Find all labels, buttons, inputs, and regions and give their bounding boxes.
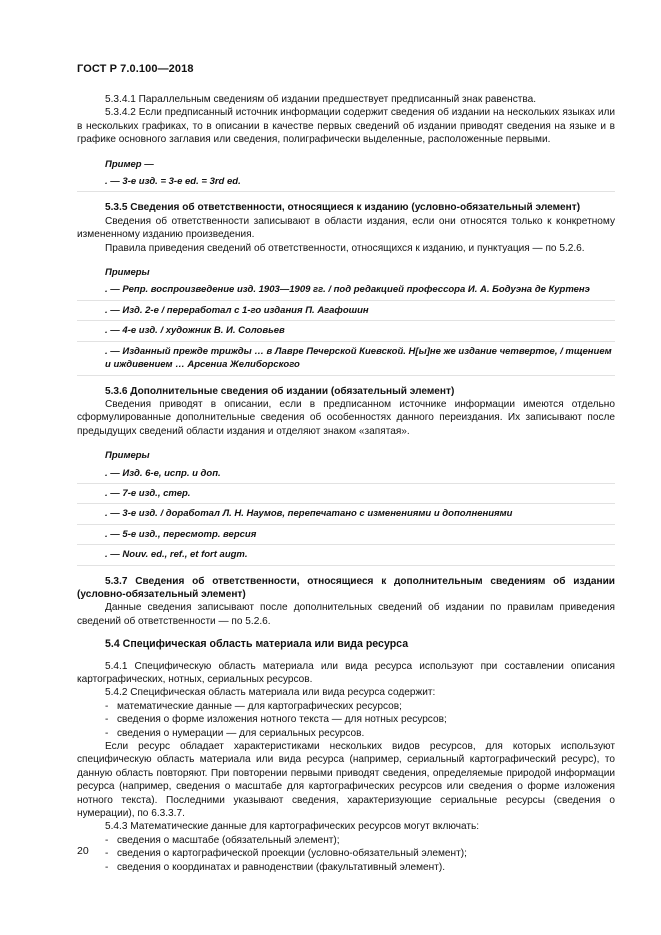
paragraph-5-4-3: 5.4.3 Математические данные для картографических ресурсов могут включать:: [105, 821, 480, 833]
example-label: Примеры: [105, 267, 150, 279]
list-5-4-2: [77, 700, 615, 740]
page-content: [77, 93, 615, 874]
paragraph-5-3-4-1: 5.3.4.1 Параллельным сведениям об издании предшествует предписанный знак равенства.: [105, 94, 537, 105]
paragraph-5-4-2-b: Если ресурс обладает характеристиками нескольких видов ресурсов, для которых используют специфическую область материала или вида ресурса (например, сериальный картографический ресурс), то данную область повторяют. При повторении первыми приводят сведения, определяемые природой информации ресурса (например, сведения о масштабе для картографических ресурсов или сведения о форме изложения нотного текста). Последними указывают сведения, характеризующие сериальные ресурсы (сведения о нумерации), по 6.3.3.7.: [77, 741, 615, 820]
list-item: - сведения о форме изложения нотного текста — для нотных ресурсов;: [105, 713, 615, 726]
example-item: . — 5-е изд., пересмотр. версия: [77, 528, 615, 545]
example-label: Примеры: [105, 450, 150, 462]
paragraph-5-4-1: 5.4.1 Специфическую область материала или вида ресурса используют при составлении описания картографических, нотных, сериальных ресурсов.: [77, 660, 615, 685]
list-5-4-3: [77, 834, 615, 874]
example-item: . — 4-е изд. / художник В. И. Соловьев: [77, 324, 615, 341]
list-item: - математические данные — для картографических ресурсов;: [105, 700, 615, 713]
section-heading-5-3-5: 5.3.5 Сведения об ответственности, относящиеся к изданию (условно-обязательный элемент): [105, 202, 581, 214]
paragraph-5-3-7: Данные сведения записывают после дополнительных сведений об издании по правилам приведения сведений об ответственности — по 5.2.6.: [77, 602, 615, 627]
list-item: - сведения о координатах и равноденствии (факультативный элемент).: [105, 861, 615, 874]
section-heading-5-3-6: 5.3.6 Дополнительные сведения об издании (обязательный элемент): [105, 385, 455, 397]
paragraph-5-3-5-a: Сведения об ответственности записывают в области издания, если они относятся только к конкретному измененному изданию произведения.: [77, 215, 615, 241]
standard-header: ГОСТ Р 7.0.100—2018: [77, 63, 194, 75]
paragraph-5-3-4-2: 5.3.4.2 Если предписанный источник информации содержит сведения об издании на нескольких языках или в нескольких графиках, то в описании в качестве первых сведений об издании приводят сведения на языке и в графике основного заглавия или сведения, полиграфически выделенные, расположенные первыми.: [77, 107, 615, 146]
example-item: . — Изданный прежде трижды … в Лавре Печерской Киевской. Н[ы]не же издание четвертое, / тщением и иждивением … Арсениа Желиборского: [77, 345, 615, 376]
section-heading-5-3-7: 5.3.7 Сведения об ответственности, относящиеся к дополнительным сведениям об издании (условно-обязательный элемент): [77, 575, 615, 600]
paragraph-5-3-5-b: Правила приведения сведений об ответственности, относящихся к изданию, и пунктуация — по 5.2.6.: [105, 242, 585, 254]
example-item: . — 7-е изд., стер.: [77, 487, 615, 504]
paragraph-5-3-6: Сведения приводят в описании, если в предписанном источнике информации имеются отдельно сформулированные дополнительные сведения об особенностях данного переиздания. Их записывают после предыдущих сведений области издания и отделяют знаком «запятая».: [77, 398, 615, 437]
page-number: 20: [77, 845, 89, 857]
list-item: - сведения о картографической проекции (условно-обязательный элемент);: [105, 847, 615, 860]
example-label: Пример —: [105, 158, 154, 170]
example-item: . — 3-е изд. = 3-е ed. = 3rd ed.: [77, 175, 615, 192]
section-heading-5-4: 5.4 Специфическая область материала или вида ресурса: [105, 638, 409, 651]
list-item: - сведения о нумерации — для сериальных ресурсов.: [105, 727, 615, 740]
example-item: . — Изд. 2-е / переработал с 1-го издания П. Агафошин: [77, 304, 615, 321]
list-item: - сведения о масштабе (обязательный элемент);: [105, 834, 615, 847]
example-item: . — Репр. воспроизведение изд. 1903—1909 гг. / под редакцией профессора И. А. Бодуэна де Куртенэ: [77, 283, 615, 300]
example-item: . — 3-е изд. / доработал Л. Н. Наумов, перепечатано с изменениями и дополнениями: [77, 507, 615, 524]
example-item: . — Nouv. ed., ref., et fort augm.: [77, 548, 615, 565]
example-item: . — Изд. 6-е, испр. и доп.: [77, 467, 615, 484]
paragraph-5-4-2: 5.4.2 Специфическая область материала или вида ресурса содержит:: [105, 687, 436, 699]
